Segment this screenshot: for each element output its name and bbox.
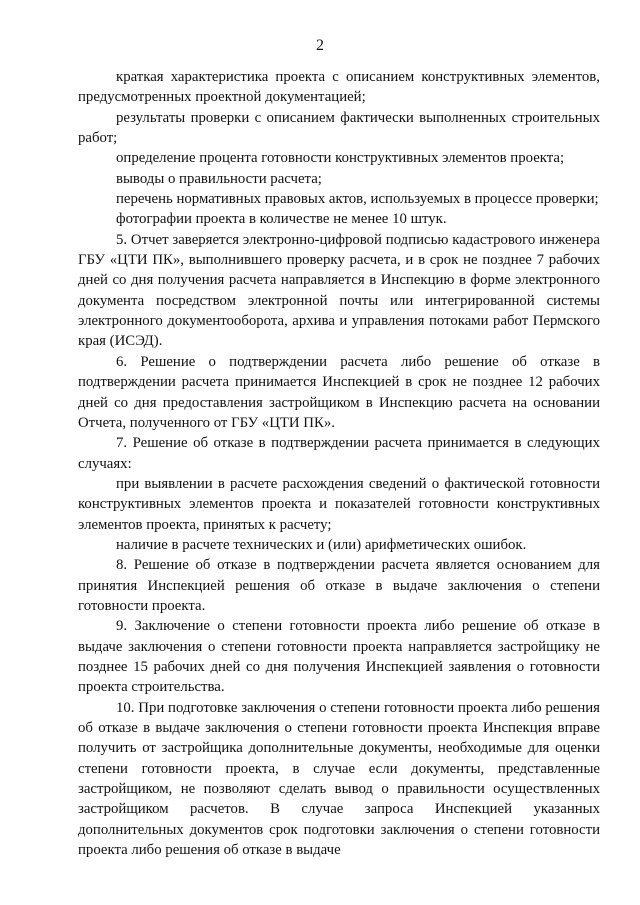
paragraph-description-item: краткая характеристика проекта с описанием конструктивных элементов, предусмотренных проектной документацией; bbox=[78, 69, 600, 106]
paragraph-clause-7-case-2: наличие в расчете технических и (или) арифметических ошибок. bbox=[116, 536, 527, 553]
paragraph-photos-item: фотографии проекта в количестве не менее 10 штук. bbox=[116, 211, 447, 228]
paragraph-clause-8: 8. Решение об отказе в подтверждении расчета является основанием для принятия Инспекцией решения об отказе в выдаче заключения о степени готовности проекта. bbox=[78, 557, 600, 614]
paragraph-readiness-percent-item: определение процента готовности конструктивных элементов проекта; bbox=[116, 150, 565, 167]
paragraph-clause-10: 10. При подготовке заключения о степени готовности проекта либо решения об отказе в выдаче заключения о степени готовности проекта Инспекция вправе получить от застройщика дополнительные документы, необходимые для оценки степени готовности проекта, в случае если документы, представленные застройщиком, не позволяют сделать вывод о правильности осуществленных застройщиком расчетов. В случае запроса Инспекцией указанных дополнительных документов срок подготовки заключения о степени готовности проекта либо решения об отказе в выдаче bbox=[78, 699, 600, 859]
paragraph-conclusions-item: выводы о правильности расчета; bbox=[116, 170, 322, 187]
paragraph-clause-7-case-1: при выявлении в расчете расхождения сведений о фактической готовности конструктивных элементов проекта и показателей готовности конструктивных элементов проекта, принятых к расчету; bbox=[78, 475, 600, 533]
document-body bbox=[78, 67, 600, 860]
paragraph-clause-5: 5. Отчет заверяется электронно-цифровой подписью кадастрового инженера ГБУ «ЦТИ ПК», выполнившего проверку расчета, и в срок не позднее 7 рабочих дней со дня получения расчета направляется в Инспекцию в форме электронного документа посредством электронной почты или интегрированной системы электронного документооборота, архива и управления потоками работ Пермского края (ИСЭД). bbox=[78, 231, 600, 350]
paragraph-check-results-item: результаты проверки с описанием фактически выполненных строительных работ; bbox=[78, 109, 600, 147]
paragraph-clause-6: 6. Решение о подтверждении расчета либо решение об отказе в подтверждении расчета принимается Инспекцией в срок не позднее 12 рабочих дней со дня предоставления застройщиком в Инспекцию расчета на основании Отчета, полученного от ГБУ «ЦТИ ПК». bbox=[78, 353, 600, 431]
paragraph-clause-7: 7. Решение об отказе в подтверждении расчета принимается в следующих случаях: bbox=[78, 435, 600, 472]
page-number: 2 bbox=[316, 37, 324, 54]
paragraph-clause-9: 9. Заключение о степени готовности проекта либо решение об отказе в выдаче заключения о степени готовности проекта направляется застройщику не позднее 15 рабочих дней со дня получения Инспекцией заявления о готовности проекта строительства. bbox=[78, 618, 600, 696]
paragraph-legal-acts-item: перечень нормативных правовых актов, используемых в процессе проверки; bbox=[116, 191, 599, 208]
